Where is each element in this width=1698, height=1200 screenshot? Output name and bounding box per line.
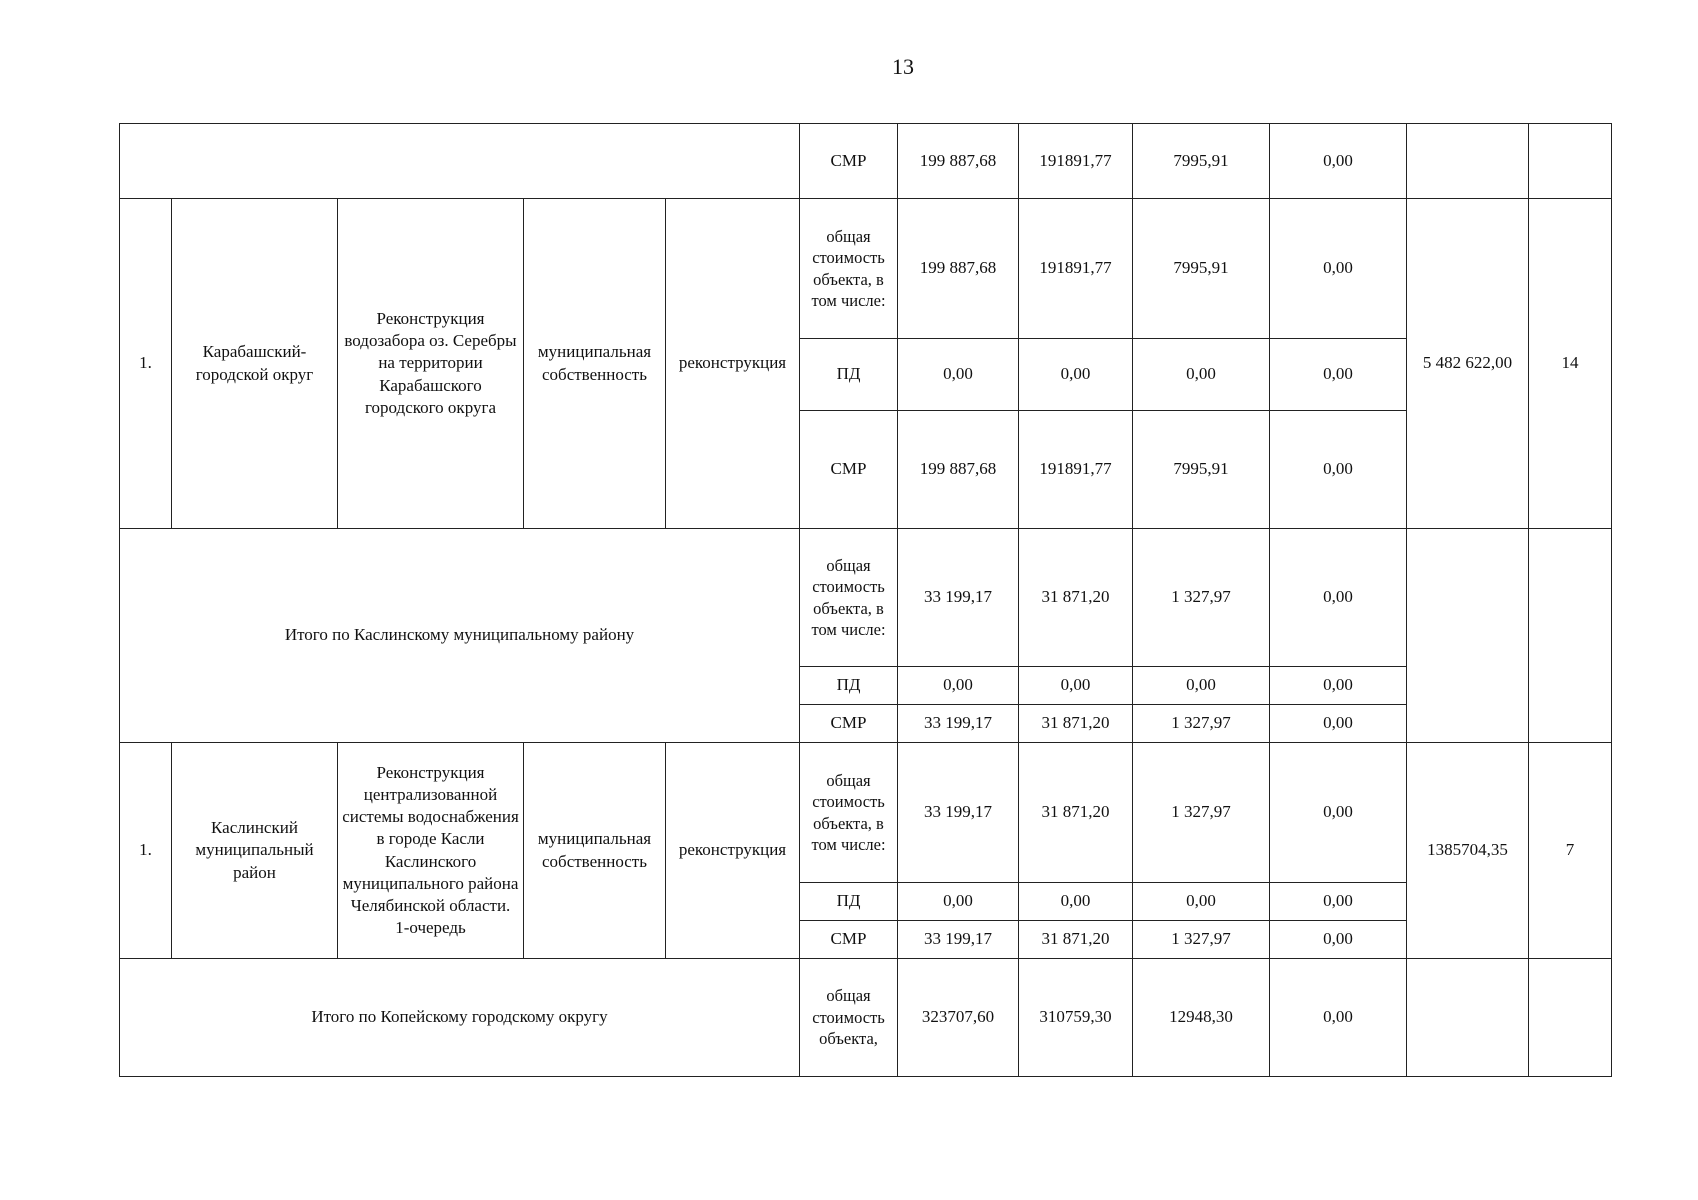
empty-cell: [1529, 959, 1612, 1077]
type-cell: СМР: [800, 921, 898, 959]
type-cell: общая стоимость объекта, в том числе:: [800, 743, 898, 883]
value-cell: 33 199,17: [898, 743, 1019, 883]
type-cell: ПД: [800, 667, 898, 705]
row-number: 1.: [120, 199, 172, 529]
value-cell: 191891,77: [1019, 199, 1133, 339]
empty-cell: [1407, 959, 1529, 1077]
type-cell: ПД: [800, 339, 898, 411]
value-cell: 7995,91: [1133, 411, 1270, 529]
value-cell: 0,00: [898, 883, 1019, 921]
value-cell: 191891,77: [1019, 411, 1133, 529]
total-label: Итого по Каслинскому муниципальному району: [120, 529, 800, 743]
type-cell: общая стоимость объекта,: [800, 959, 898, 1077]
work-type-cell: реконструкция: [666, 743, 800, 959]
count-cell: 14: [1529, 199, 1612, 529]
value-cell: 0,00: [1270, 411, 1407, 529]
type-cell: ПД: [800, 883, 898, 921]
value-cell: 1 327,97: [1133, 705, 1270, 743]
value-cell: 31 871,20: [1019, 921, 1133, 959]
value-cell: 199 887,68: [898, 199, 1019, 339]
empty-cell: [1529, 529, 1612, 743]
value-cell: 0,00: [1270, 667, 1407, 705]
value-cell: 33 199,17: [898, 529, 1019, 667]
page-number: 13: [892, 54, 914, 79]
table-row: [120, 959, 1612, 1077]
value-cell: 7995,91: [1133, 199, 1270, 339]
value-cell: 33 199,17: [898, 921, 1019, 959]
value-cell: 0,00: [1270, 743, 1407, 883]
municipality-cell: Карабашский-городской округ: [172, 199, 338, 529]
value-cell: 0,00: [1133, 339, 1270, 411]
object-cell: Реконструкция водозабора оз. Серебры на территории Карабашского городского округа: [338, 199, 524, 529]
object-cell: Реконструкция централизованной системы водоснабжения в городе Касли Каслинского муниципального района Челябинской области. 1-очередь: [338, 743, 524, 959]
value-cell: 0,00: [1019, 339, 1133, 411]
table-row: [120, 124, 1612, 199]
value-cell: 7995,91: [1133, 124, 1270, 199]
value-cell: 12948,30: [1133, 959, 1270, 1077]
empty-cell: [1407, 124, 1529, 199]
work-type-cell: реконструкция: [666, 199, 800, 529]
table-row: [120, 529, 1612, 667]
table-row: [120, 743, 1612, 883]
value-cell: 0,00: [1133, 883, 1270, 921]
value-cell: 0,00: [898, 667, 1019, 705]
row-number: 1.: [120, 743, 172, 959]
budget-table: [119, 123, 1612, 1077]
value-cell: 31 871,20: [1019, 705, 1133, 743]
value-cell: 31 871,20: [1019, 529, 1133, 667]
empty-cell: [1529, 124, 1612, 199]
type-cell: СМР: [800, 124, 898, 199]
empty-cell: [1407, 529, 1529, 743]
value-cell: 0,00: [1270, 339, 1407, 411]
value-cell: 191891,77: [1019, 124, 1133, 199]
ownership-cell: муниципальная собственность: [524, 199, 666, 529]
value-cell: 0,00: [1270, 529, 1407, 667]
type-cell: общая стоимость объекта, в том числе:: [800, 529, 898, 667]
value-cell: 0,00: [1270, 883, 1407, 921]
capacity-cell: 5 482 622,00: [1407, 199, 1529, 529]
type-cell: СМР: [800, 705, 898, 743]
value-cell: 31 871,20: [1019, 743, 1133, 883]
type-cell: СМР: [800, 411, 898, 529]
value-cell: 199 887,68: [898, 124, 1019, 199]
table-row: [120, 199, 1612, 339]
count-cell: 7: [1529, 743, 1612, 959]
value-cell: 0,00: [1270, 921, 1407, 959]
value-cell: 0,00: [1019, 883, 1133, 921]
empty-cell: [120, 124, 800, 199]
municipality-cell: Каслинский муниципальный район: [172, 743, 338, 959]
value-cell: 0,00: [1019, 667, 1133, 705]
value-cell: 0,00: [1270, 959, 1407, 1077]
value-cell: 0,00: [1270, 199, 1407, 339]
value-cell: 1 327,97: [1133, 529, 1270, 667]
value-cell: 0,00: [1270, 124, 1407, 199]
type-cell: общая стоимость объекта, в том числе:: [800, 199, 898, 339]
value-cell: 0,00: [1133, 667, 1270, 705]
value-cell: 33 199,17: [898, 705, 1019, 743]
value-cell: 1 327,97: [1133, 921, 1270, 959]
total-label: Итого по Копейскому городскому округу: [120, 959, 800, 1077]
value-cell: 323707,60: [898, 959, 1019, 1077]
value-cell: 1 327,97: [1133, 743, 1270, 883]
value-cell: 310759,30: [1019, 959, 1133, 1077]
value-cell: 199 887,68: [898, 411, 1019, 529]
ownership-cell: муниципальная собственность: [524, 743, 666, 959]
capacity-cell: 1385704,35: [1407, 743, 1529, 959]
value-cell: 0,00: [1270, 705, 1407, 743]
value-cell: 0,00: [898, 339, 1019, 411]
